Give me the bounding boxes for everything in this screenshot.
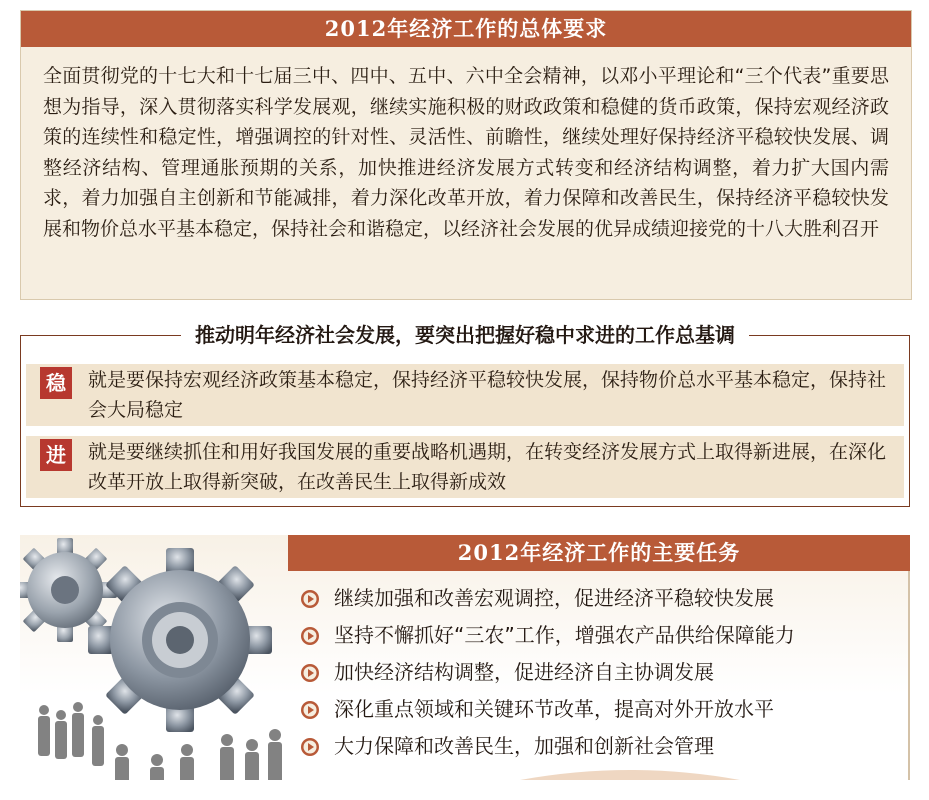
- main-tasks-panel: [20, 535, 910, 780]
- task-text: 坚持不懈抓好“三农”工作，增强农产品供给保障能力: [334, 623, 795, 647]
- task-item: [296, 691, 900, 728]
- task-text: 深化重点领域和关键环节改革，提高对外开放水平: [334, 697, 774, 721]
- task-item: [296, 728, 900, 765]
- play-circle-icon: [300, 663, 320, 683]
- overall-requirements-title: 2012年经济工作的总体要求: [21, 11, 911, 47]
- task-text: 继续加强和改善宏观调控，促进经济平稳较快发展: [334, 586, 774, 610]
- panel-border: [908, 571, 910, 780]
- work-tone-title: 推动明年经济社会发展，要突出把握好稳中求进的工作总基调: [181, 321, 749, 349]
- decorative-emblem-edge: [520, 768, 740, 780]
- stability-text: 就是要保持宏观经济政策基本稳定，保持经济平稳较快发展，保持物价总水平基本稳定，保持社会大局稳定: [88, 369, 887, 421]
- overall-requirements-text: 全面贯彻党的十七大和十七届三中、四中、五中、六中全会精神，以邓小平理论和“三个代表”重要思想为指导，深入贯彻落实科学发展观，继续实施积极的财政政策和稳健的货币政策，保持宏观经济政策的连续性和稳定性，增强调控的针对性、灵活性、前瞻性，继续处理好保持经济平稳较快发展、调整经济结构、管理通胀预期的关系，加快推进经济发展方式转变和经济结构调整，着力扩大国内需求，着力加强自主创新和节能减排，着力深化改革开放，着力保障和改善民生，保持经济平稳较快发展和物价总水平基本稳定，保持社会和谐稳定，以经济社会发展的优异成绩迎接党的十八大胜利召开: [43, 65, 889, 240]
- task-item: [296, 580, 900, 617]
- overall-requirements-panel: [20, 10, 912, 300]
- main-tasks-title: 2012年经济工作的主要任务: [288, 535, 910, 571]
- play-circle-icon: [300, 589, 320, 609]
- stability-badge: 稳: [40, 367, 72, 399]
- progress-text: 就是要继续抓住和用好我国发展的重要战略机遇期，在转变经济发展方式上取得新进展，在深化改革开放上取得新突破，在改善民生上取得新成效: [88, 441, 887, 493]
- gears-and-people-illustration: [20, 535, 320, 780]
- task-item: [296, 654, 900, 691]
- large-gear-icon: [88, 548, 272, 732]
- progress-row: [26, 436, 904, 498]
- task-list: [296, 580, 900, 765]
- play-circle-icon: [300, 626, 320, 646]
- play-circle-icon: [300, 737, 320, 757]
- task-text: 大力保障和改善民生，加强和创新社会管理: [334, 734, 714, 758]
- task-item: [296, 617, 900, 654]
- people-silhouettes: [38, 702, 282, 780]
- progress-badge: 进: [40, 439, 72, 471]
- stability-row: [26, 364, 904, 426]
- work-tone-panel: [20, 323, 910, 507]
- play-circle-icon: [300, 700, 320, 720]
- task-text: 加快经济结构调整，促进经济自主协调发展: [334, 660, 714, 684]
